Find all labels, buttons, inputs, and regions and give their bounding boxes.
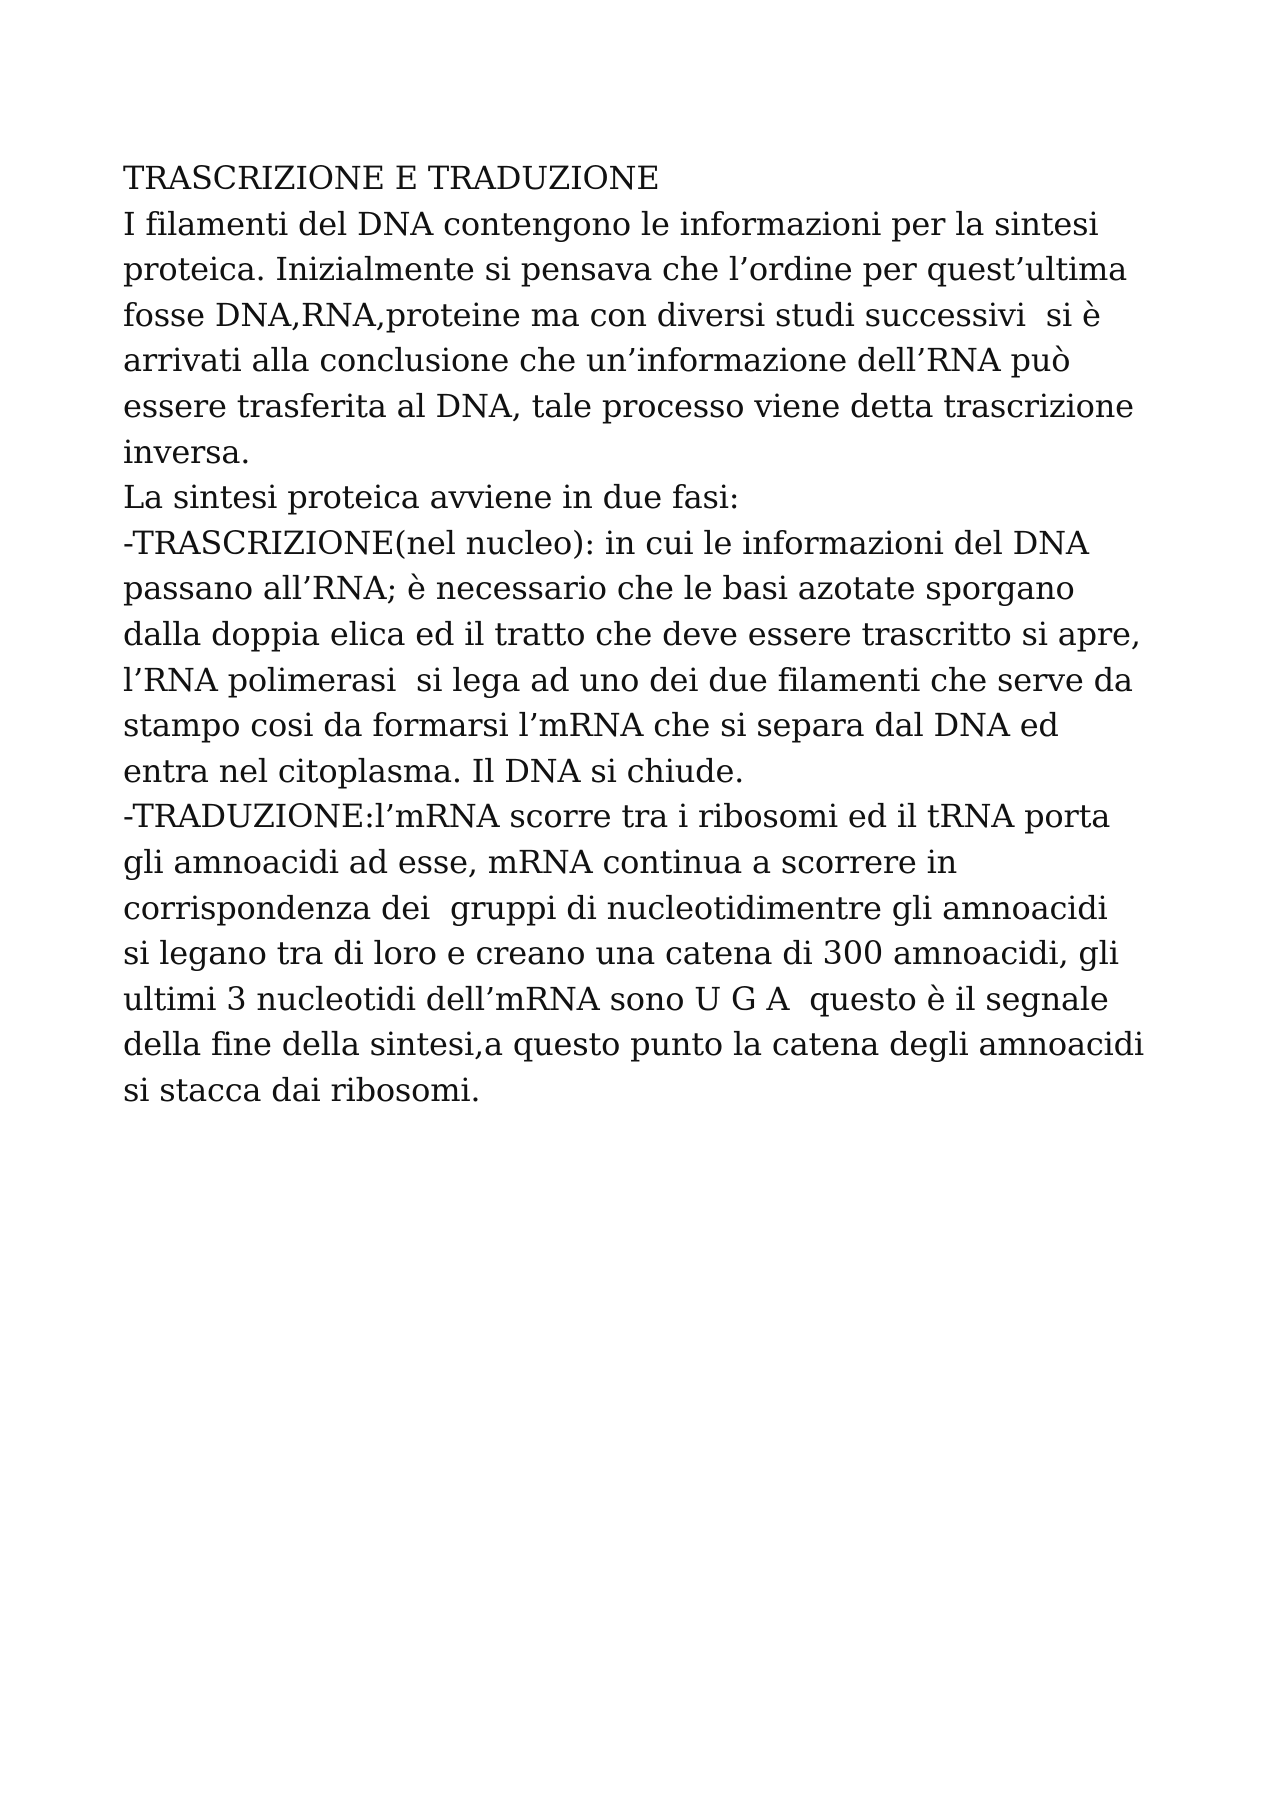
paragraph-line: -TRADUZIONE:l’mRNA scorre tra i ribosomi ed il tRNA porta [123,797,1111,836]
paragraph-line: passano all’RNA; è necessario che le basi azotate sporgano [123,569,1075,608]
paragraph-line: I filamenti del DNA contengono le informazioni per la sintesi [123,204,1099,243]
paragraph-line: -TRASCRIZIONE(nel nucleo): in cui le informazioni del DNA [123,523,1089,562]
paragraph-line: gli amnoacidi ad esse, mRNA continua a scorrere in [123,842,958,881]
paragraph-line: stampo cosi da formarsi l’mRNA che si separa dal DNA ed [123,706,1059,745]
paragraph-line: si stacca dai ribosomi. [123,1070,481,1109]
paragraph-line: fosse DNA,RNA,proteine ma con diversi studi successivi si è [123,295,1101,334]
paragraph-line: della fine della sintesi,a questo punto la catena degli amnoacidi [123,1025,1144,1064]
paragraph-line: entra nel citoplasma. Il DNA si chiude. [123,751,745,790]
paragraph-line: si legano tra di loro e creano una catena di 300 amnoacidi, gli [123,934,1119,973]
document-title: TRASCRIZIONE E TRADUZIONE [123,159,660,197]
paragraph-line: l’RNA polimerasi si lega ad uno dei due filamenti che serve da [123,660,1133,699]
paragraph-line: La sintesi proteica avviene in due fasi: [123,478,740,517]
paragraph-line: inversa. [123,432,251,471]
document-body [123,156,1203,1113]
paragraph-line: ultimi 3 nucleotidi dell’mRNA sono U G A questo è il segnale [123,979,1109,1018]
paragraph-line: corrispondenza dei gruppi di nucleotidimentre gli amnoacidi [123,888,1108,927]
paragraph-line: dalla doppia elica ed il tratto che deve essere trascritto si apre, [123,614,1141,653]
paragraph-line: essere trasferita al DNA, tale processo viene detta trascrizione [123,386,1134,425]
paragraph-line: arrivati alla conclusione che un’informazione dell’RNA può [123,341,1071,380]
paragraph-line: proteica. Inizialmente si pensava che l’ordine per quest’ultima [123,250,1128,289]
